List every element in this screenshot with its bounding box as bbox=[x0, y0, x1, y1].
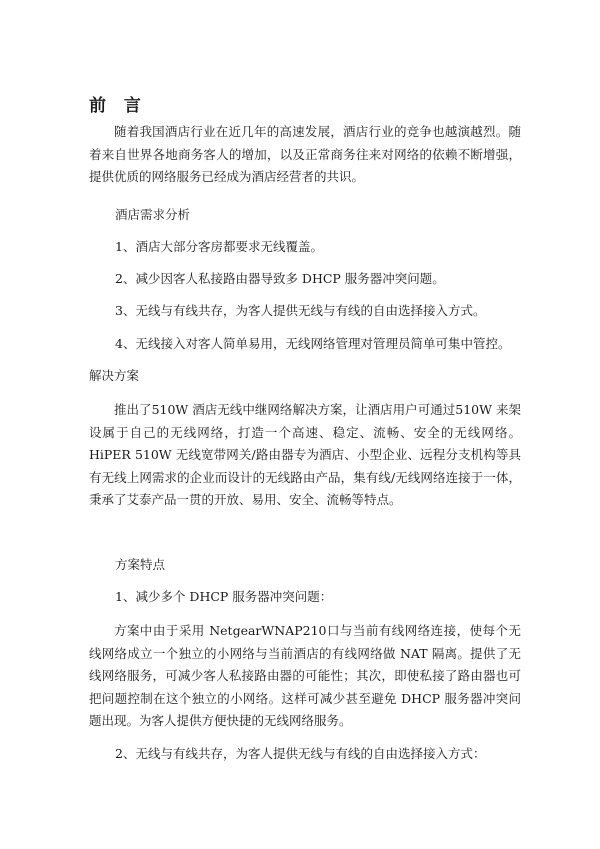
feature-2-heading: 2、无线与有线共存，为客人提供无线与有线的自由选择接入方式： bbox=[115, 746, 486, 761]
features-heading: 方案特点 bbox=[115, 557, 166, 572]
solution-heading: 解决方案 bbox=[89, 368, 140, 383]
needs-item-3: 3、无线与有线共存，为客人提供无线与有线的自由选择接入方式。 bbox=[115, 303, 486, 318]
needs-heading: 酒店需求分析 bbox=[115, 207, 191, 222]
page-title: 前 言 bbox=[89, 96, 147, 116]
solution-paragraph: 推出了510W 酒店无线中继网络解决方案，让酒店用户可通过510W 来架设属于自己的无线网络，打造一个高速、稳定、流畅、安全的无线网络。HiPER 510W 无线宽带网关/路由器专为酒店、小型企业、远程分支机构等具有无线上网需求的企业而设计的无线路由产品，集有线/无线网络连接于一体，秉承了艾泰产品一贯的开放、易用、安全、流畅等特点。 bbox=[89, 402, 521, 507]
needs-item-1: 1、酒店大部分客房都要求无线覆盖。 bbox=[115, 239, 323, 254]
needs-item-2: 2、减少因客人私接路由器导致多 DHCP 服务器冲突问题。 bbox=[115, 271, 445, 286]
intro-paragraph: 随着我国酒店行业在近几年的高速发展，酒店行业的竞争也越演越烈。随着来自世界各地商务客人的增加，以及正常商务往来对网络的依赖不断增强，提供优质的网络服务已经成为酒店经营者的共识。 bbox=[89, 124, 521, 184]
feature-1-paragraph: 方案中由于采用 NetgearWNAP210口与当前有线网络连接，使每个无线网络成立一个独立的小网络与当前酒店的有线网络做 NAT 隔离。提供了无线网络服务，可减少客人私接路由器的可能性；其次，即使私接了路由器也可把问题控制在这个独立的小网络。这样可减少甚至避免 DHCP 服务器冲突问题出现。为客人提供方便快捷的无线网络服务。 bbox=[89, 623, 521, 728]
feature-1-heading: 1、减少多个 DHCP 服务器冲突问题： bbox=[115, 589, 333, 604]
needs-item-4: 4、无线接入对客人简单易用，无线网络管理对管理员简单可集中管控。 bbox=[115, 336, 511, 351]
